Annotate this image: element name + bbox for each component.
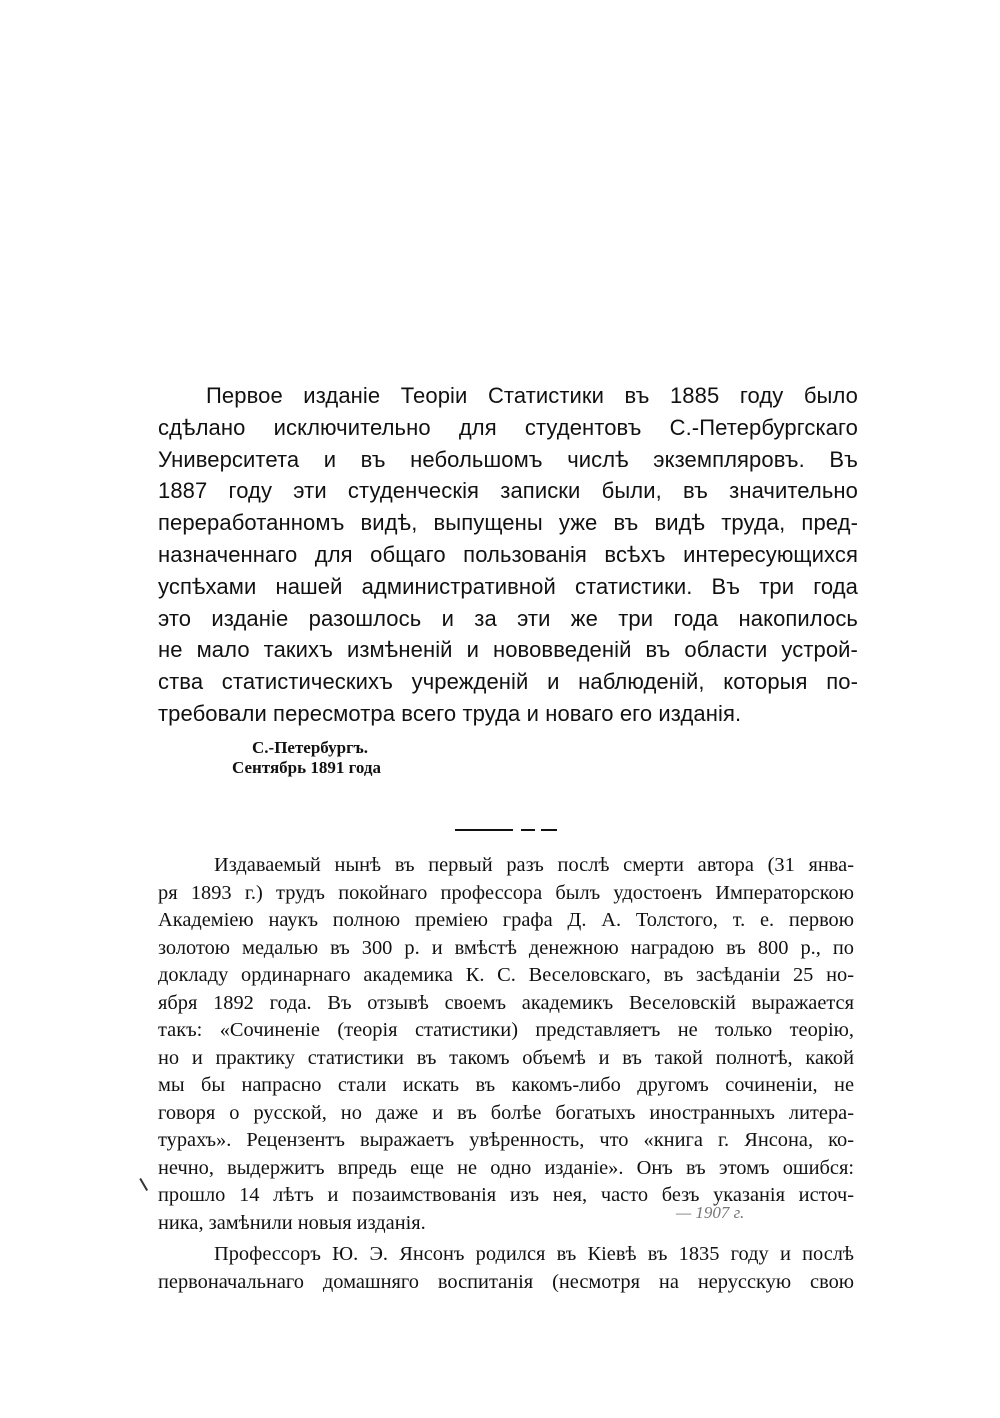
- preface-line: Университета и въ небольшомъ числѣ экземпляровъ. Въ: [158, 446, 858, 472]
- biography-line: Профессоръ Ю. Э. Янсонъ родился въ Кіевѣ въ 1835 году и послѣ: [214, 1243, 854, 1265]
- preface-paragraph: [158, 380, 858, 730]
- handwritten-note: — 1907 г.: [676, 1203, 745, 1222]
- preface-line: переработанномъ видѣ, выпущены уже въ видѣ труда, пред-: [158, 510, 858, 536]
- margin-pencil-mark: [139, 1173, 156, 1191]
- divider-segment: [541, 829, 557, 831]
- notice-line: Академіею наукъ полною преміею графа Д. А. Толстого, т. е. первою: [158, 909, 854, 931]
- preface-line: требовали пересмотра всего труда и новаго его изданія.: [158, 700, 742, 726]
- preface-line: не мало такихъ измѣненій и нововведеній въ области устрой-: [158, 637, 858, 663]
- divider-segment: [455, 829, 513, 831]
- preface-line: 1887 году эти студенческія записки были, въ значительно: [158, 478, 858, 504]
- notice-line: такъ: «Сочиненіе (теорія статистики) представляетъ не только теорію,: [158, 1019, 854, 1041]
- signature-block: [232, 738, 381, 778]
- signature-date: Сентябрь 1891 года: [232, 758, 381, 777]
- notice-line: ября 1892 года. Въ отзывѣ своемъ академикъ Веселовскій выражается: [158, 991, 854, 1014]
- preface-line: Первое изданіе Теоріи Статистики въ 1885 году было: [206, 383, 858, 408]
- notice-line: но и практику статистики въ такомъ объемѣ и въ такой полнотѣ, какой: [158, 1046, 854, 1069]
- preface-line: это изданіе разошлось и за эти же три года накопилось: [158, 605, 858, 631]
- notice-line: золотою медалью въ 300 р. и вмѣстѣ денежною наградою въ 800 р., по: [158, 936, 854, 959]
- notice-line: Издаваемый нынѣ въ первый разъ послѣ смерти автора (31 янва-: [214, 854, 854, 876]
- notice-line: мы бы напрасно стали искать въ какомъ-либо другомъ сочиненіи, не: [158, 1074, 854, 1096]
- biography-line: первоначальнаго домашняго воспитанія (несмотря на нерусскую свою: [158, 1270, 854, 1293]
- preface-line: сдѣлано исключительно для студентовъ С.-Петербургскаго: [158, 414, 858, 440]
- signature-place: С.-Петербургъ.: [252, 738, 368, 757]
- preface-line: ства статистическихъ учрежденій и наблюденій, которыя по-: [158, 669, 858, 695]
- notice-line: ря 1893 г.) трудъ покойнаго профессора былъ удостоенъ Императорскою: [158, 881, 854, 904]
- notice-line: докладу ординарнаго академика К. С. Веселовскаго, въ засѣданіи 25 но-: [158, 964, 854, 986]
- preface-line: успѣхами нашей административной статистики. Въ три года: [158, 573, 858, 599]
- notice-line: прошло 14 лѣтъ и позаимствованія изъ нея, часто безъ указанія источ-: [158, 1184, 854, 1206]
- notice-line: нечно, выдержитъ впредь еще не одно изданіе». Онъ въ этомъ ошибся:: [158, 1156, 854, 1179]
- notice-line: турахъ». Рецензентъ выражаетъ увѣренность, что «книга г. Янсона, ко-: [158, 1129, 854, 1151]
- notice-line: ника, замѣнили новыя изданія.: [158, 1211, 426, 1234]
- section-divider: [455, 829, 557, 831]
- notice-line: говоря о русской, но даже и въ болѣе богатыхъ иностранныхъ литера-: [158, 1101, 854, 1124]
- publisher-notice: [158, 852, 854, 1296]
- preface-line: назначеннаго для общаго пользованія всѣхъ интересующихся: [158, 541, 858, 567]
- divider-segment: [521, 829, 535, 831]
